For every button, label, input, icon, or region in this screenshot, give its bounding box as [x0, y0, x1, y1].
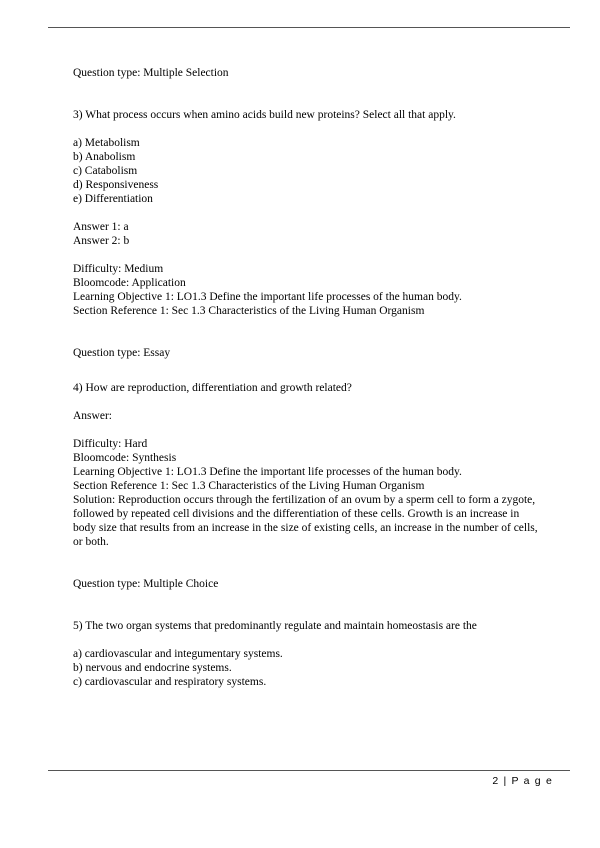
q3-answer-1: Answer 1: a: [73, 221, 129, 233]
q3-option-a: a) Metabolism: [73, 137, 140, 149]
q3-option-b: b) Anabolism: [73, 151, 136, 163]
q3-difficulty: Difficulty: Medium: [73, 263, 164, 275]
header-rule: [48, 27, 570, 28]
q3-option-c: c) Catabolism: [73, 165, 138, 177]
q5-option-b: b) nervous and endocrine systems.: [73, 662, 232, 674]
q5-option-c: c) cardiovascular and respiratory systems.: [73, 676, 267, 688]
footer-rule: [48, 770, 570, 771]
q4-answer: Answer:: [73, 410, 112, 422]
q5-option-a: a) cardiovascular and integumentary systems.: [73, 648, 283, 660]
q3-option-e: e) Differentiation: [73, 193, 153, 205]
q3-answer-2: Answer 2: b: [73, 235, 130, 247]
q4-section: Section Reference 1: Sec 1.3 Characteristics of the Living Human Organism: [73, 480, 425, 492]
q3-objective: Learning Objective 1: LO1.3 Define the important life processes of the human body.: [73, 291, 462, 303]
q4-objective: Learning Objective 1: LO1.3 Define the important life processes of the human body.: [73, 466, 462, 478]
q4-solution: Solution: Reproduction occurs through the fertilization of an ovum by a sperm cell to form a zygote, followed by repeated cell divisions and the differentiation of these cells. Growth is an increase in body size that results from an increase in the size of existing cells, an increase in the number of cells, or both.: [73, 494, 538, 548]
q3-section: Section Reference 1: Sec 1.3 Characteristics of the Living Human Organism: [73, 305, 425, 317]
q3-bloomcode: Bloomcode: Application: [73, 277, 186, 289]
q4-type: Question type: Essay: [73, 347, 171, 359]
page-number: 2 | P a g e: [492, 775, 553, 787]
q3-question: 3) What process occurs when amino acids build new proteins? Select all that apply.: [73, 109, 456, 121]
q4-difficulty: Difficulty: Hard: [73, 438, 148, 450]
q4-question: 4) How are reproduction, differentiation and growth related?: [73, 382, 352, 394]
q3-type: Question type: Multiple Selection: [73, 67, 229, 79]
q5-type: Question type: Multiple Choice: [73, 578, 219, 590]
q3-option-d: d) Responsiveness: [73, 179, 159, 191]
q4-bloomcode: Bloomcode: Synthesis: [73, 452, 177, 464]
q5-question: 5) The two organ systems that predominantly regulate and maintain homeostasis are the: [73, 620, 477, 632]
